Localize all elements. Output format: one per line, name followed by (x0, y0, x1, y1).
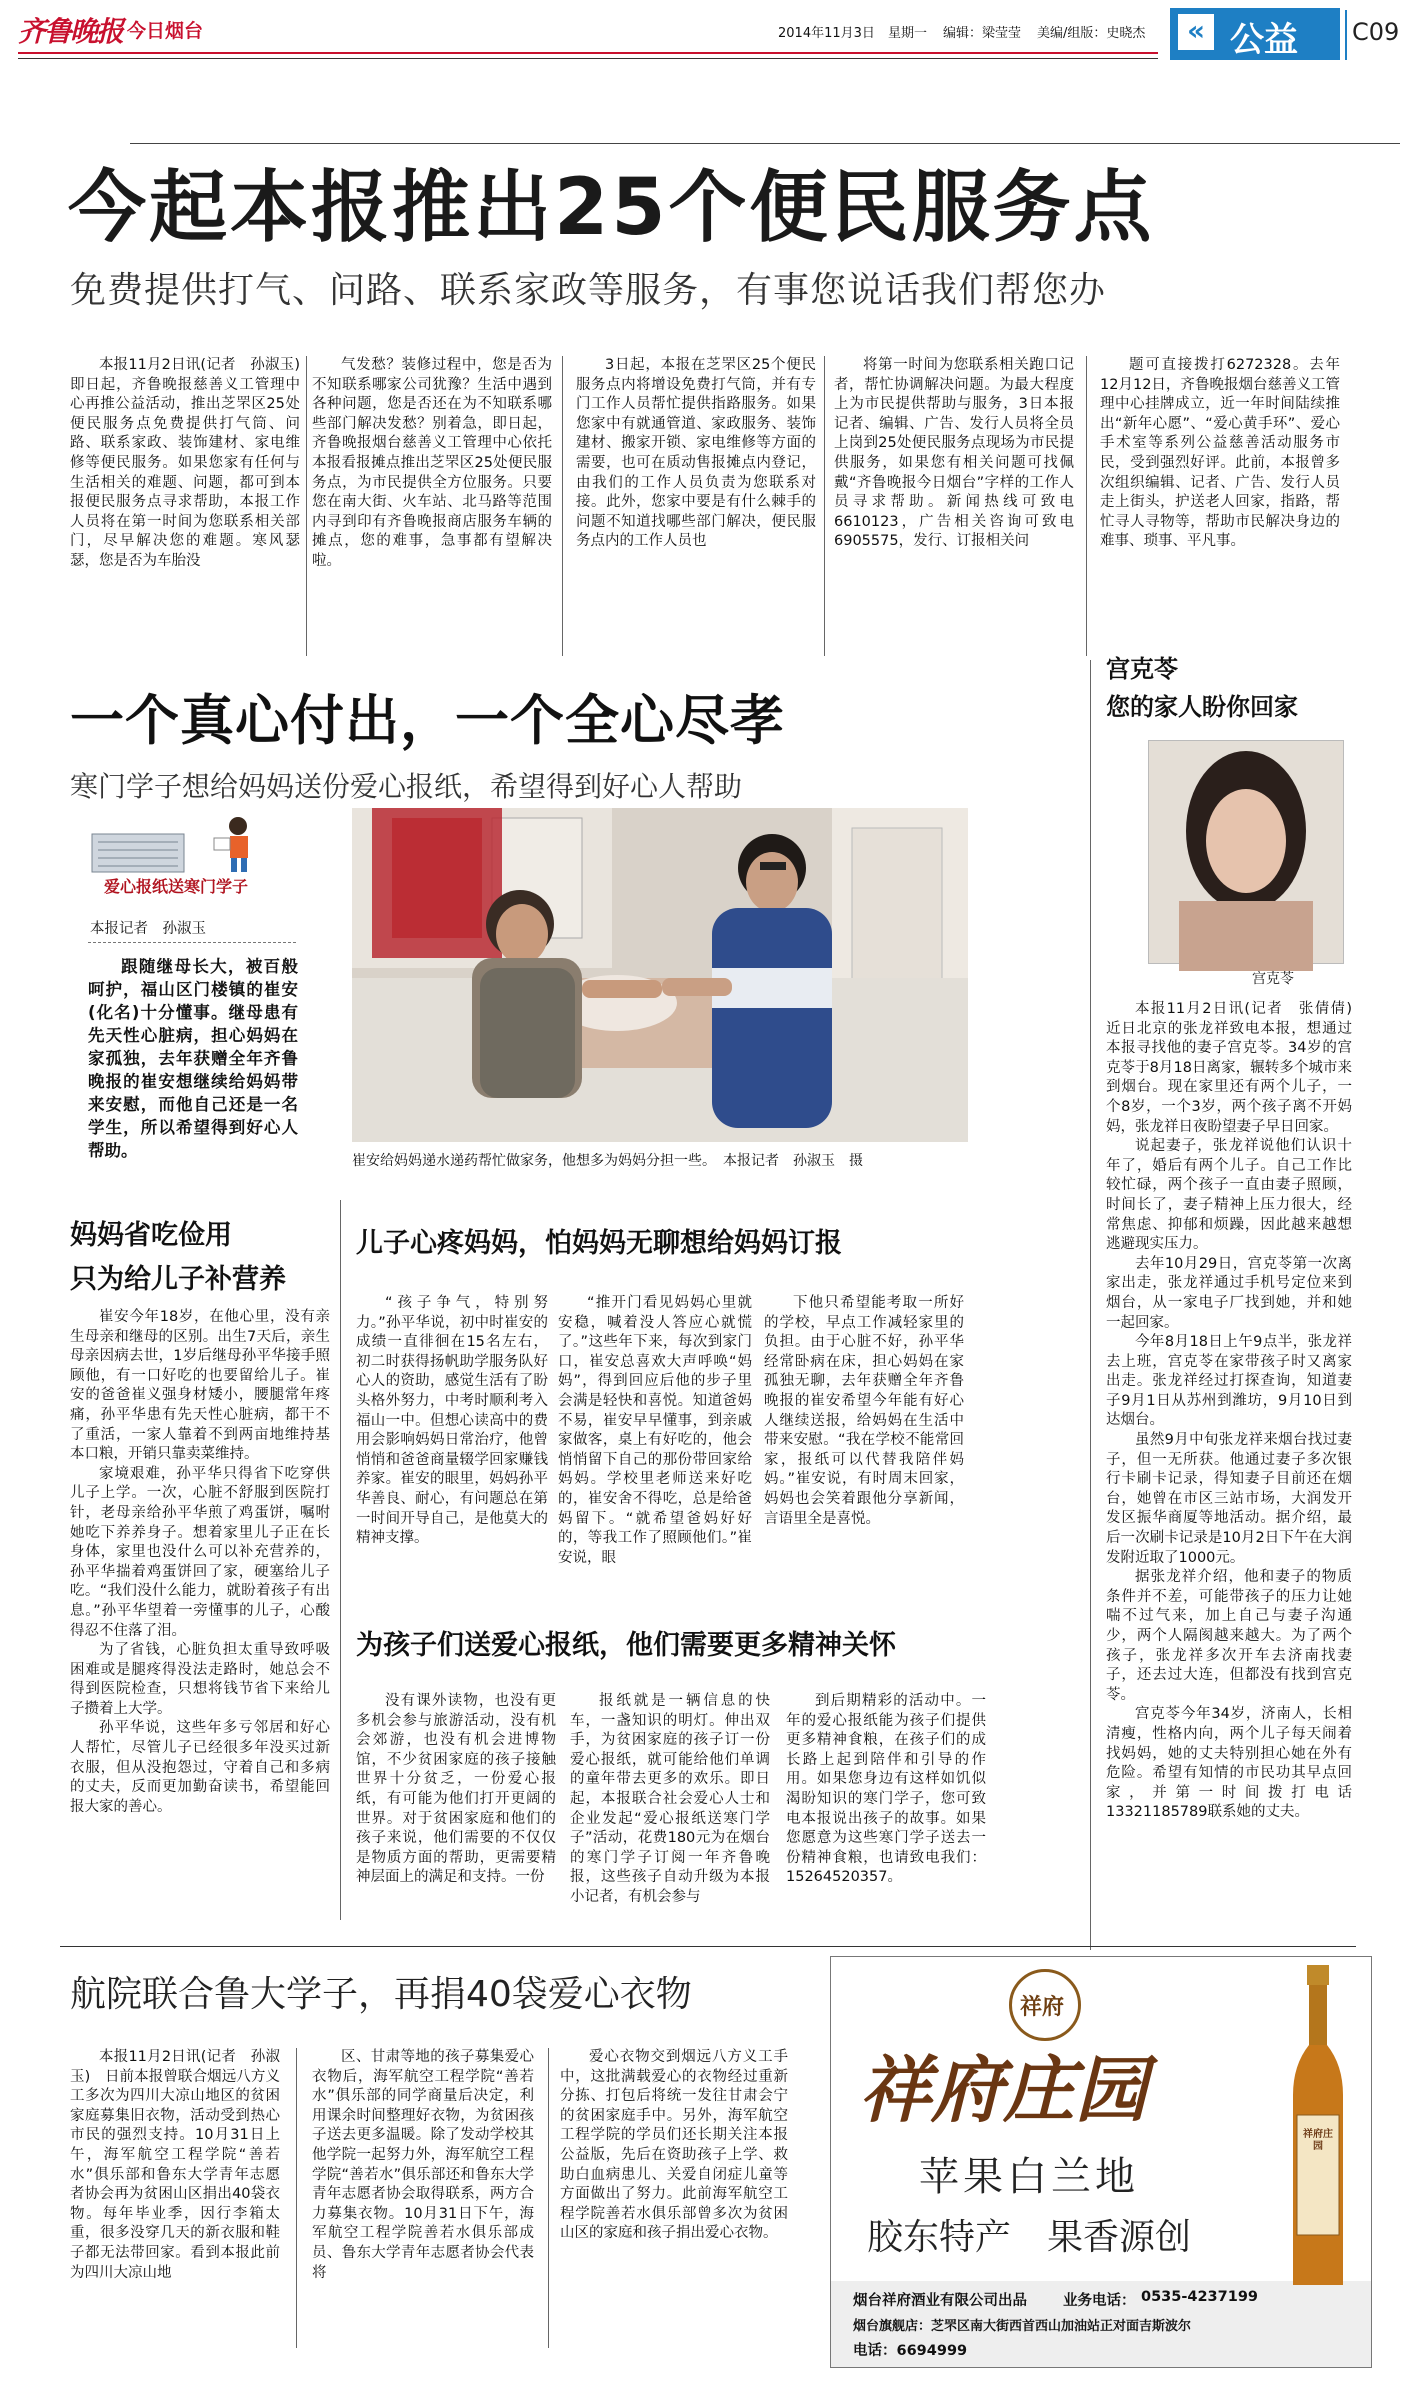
story2-intro (88, 955, 298, 1165)
paper-name: 齐鲁晚报 (18, 15, 123, 48)
mid-column2 (786, 1692, 986, 1922)
missing-text: 宫克苓今年34岁，济南人，长相清瘦，性格内向，两个儿子每天闹着找妈妈，她的丈夫特别担心她在外有危险。希望有知情的市民功其早点回家，并第一时间拨打电话13321185789联系她的丈夫。 (1106, 1706, 1352, 1821)
mid-column2 (356, 1692, 556, 1922)
mid-text2: 报纸就是一辆信息的快车，一盏知识的明灯。伸出双手，为贫困家庭的孩子订一份爱心报纸，就可能给他们单调的童年带去更多的欢乐。即日起，本报联合社会爱心人士和企业发起“爱心报纸送寒门学子”活动，花费180元为在烟台的寒门学子订阅一年齐鲁晚报，这些孩子自动升级为本报小记者，有机会参与 (570, 1693, 770, 1905)
masthead (0, 0, 1417, 70)
ad-badge-text: 祥府 (1020, 1995, 1065, 2020)
newspaper-girl-icon (88, 812, 276, 874)
lead-column (834, 356, 1074, 674)
bottle-label-text: 祥府庄园 (1303, 2129, 1333, 2152)
mid-text: “孩子争气，特别努力。”孙平华说，初中时崔安的成绩一直徘徊在15名左右，初二时获得扬帆助学服务队好心人的资助，感觉生活有了盼头格外努力，中考时顺利考入福山一中。但想心读高中的费用会影响妈妈日常治疗，他曾悄悄和爸爸商量辍学回家赚钱养家。崔安的眼里，妈妈孙平华善良、耐心，有问题总在第一时间开导自己，是他莫大的精神支撑。 (356, 1295, 548, 1547)
category-label: 公益 (1230, 20, 1298, 60)
mid-text: 下他只希望能考取一所好的学校，早点工作减轻家里的负担。由于心脏不好，孙平华经常卧病在床，担心妈妈在家孤独无聊，去年获赠全年齐鲁晚报的崔安希望今年能有好心人继续送报，给妈妈在生活中带来安慰。“我在学校不能常回家，报纸可以代替我陪伴妈妈。”崔安说，有时周末回家，妈妈也会笑着跟他分享新闻，言语里全是喜悦。 (764, 1295, 964, 1527)
intro-text: 跟随继母长大，被百般呵护，福山区门楼镇的崔安(化名)十分懂事。继母患有先天性心脏病，担心妈妈在家孤独，去年获赠全年齐鲁晚报的崔安想继续给妈妈带来安慰，而他自己还是一名学生，所以希望得到好心人帮助。 (88, 957, 298, 1160)
story2-headline: 一个真心付出，一个全心尽孝 (70, 689, 785, 752)
top-rule (130, 143, 1400, 144)
column-divider (548, 2048, 549, 2348)
ad-badge-logo (1009, 1969, 1081, 2041)
lead-text: 本报11月2日讯(记者 孙淑玉) 即日起，齐鲁晚报慈善义工管理中心再推公益活动，推出芝罘区25处便民服务点免费提供打气筒、问路、联系家政、装饰建材、家电维修等便民服务。如果您家有任何与生活相关的难题、问题，都可到本报便民服务点寻求帮助，本报工作人员将在第一时间为您联系相关部门，尽早解决您的难题。寒风瑟瑟，您是否为车胎没 (70, 357, 315, 569)
mid-heading2: 为孩子们送爱心报纸，他们需要更多精神关怀 (356, 1630, 896, 1661)
ad-store-phone[interactable]: 电话：6694999 (853, 2343, 968, 2359)
editor-credit: 编辑：梁莹莹 (943, 26, 1022, 41)
weekday: 星期一 (888, 26, 928, 41)
logo-label: 爱心报纸送寒门学子 (104, 877, 249, 896)
missing-name-heading: 宫克苓 (1106, 655, 1178, 683)
mid-column (558, 1294, 752, 1612)
section-divider (1090, 660, 1091, 1950)
side-text: 为了省钱，心脏负担太重导致呼吸困难或是腿疼得没法走路时，她总会不得到医院检查，只想将钱节省下来给儿子攒着上大学。 (70, 1642, 330, 1717)
ad-company: 烟台祥府酒业有限公司出品 (853, 2293, 1027, 2309)
lead-column (576, 356, 816, 674)
missing-photo (1148, 740, 1344, 964)
story3-column (70, 2048, 280, 2366)
missing-text: 说起妻子，张龙祥说他们认识十年了，婚后有两个儿子。自己工作比较忙碌，两个孩子一直由妻子照顾，时间长了，妻子精神上压力很大，经常焦虑、抑郁和烦躁，因此越来越想逃避现实压力。 (1106, 1138, 1352, 1253)
story3-headline: 航院联合鲁大学子，再捐40袋爱心衣物 (70, 1974, 692, 2015)
missing-text: 本报11月2日讯(记者 张倩倩) 近日北京的张龙祥致电本报，想通过本报寻找他的妻子宫克苓。34岁的宫克苓于8月18日离家，辗转多个城市来到烟台。现在家里还有两个儿子，一个8岁，一个3岁，两个孩子离不开妈妈，张龙祥日夜盼望妻子早日回家。 (1106, 1001, 1367, 1135)
mid-heading: 儿子心疼妈妈，怕妈妈无聊想给妈妈订报 (356, 1228, 842, 1259)
missing-photo-caption: 宫克苓 (1252, 971, 1294, 987)
photo-caption: 崔安给妈妈递水递药帮忙做家务，他想多为妈妈分担一些。 本报记者 孙淑玉 摄 (352, 1153, 863, 1169)
story2-logo (88, 812, 276, 898)
mid-column (356, 1294, 548, 1612)
divider (1345, 10, 1347, 60)
lead-text: 将第一时间为您联系相关跑口记者，帮忙协调解决问题。为最大程度上为市民提供帮助与服务，3日本报记者、编辑、广告、发行人员将全员上岗到25处便民服务点现场为市民提供服务，如果您有相关问题可找佩戴“齐鲁晚报今日烟台”字样的工作人员寻求帮助。新闻热线可致电6610123，广告相关咨询可致电6905575，发行、订报相关问 (834, 357, 1074, 550)
ad-phone-label: 业务电话： (1063, 2293, 1136, 2309)
mid-text2: 没有课外读物，也没有更多机会参与旅游活动，没有机会郊游，也没有机会进博物馆，不少贫困家庭的孩子接触世界十分贫乏，一份爱心报纸，有可能为他们打开更阔的世界。对于贫困家庭和他们的孩子来说，他们需要的不仅仅是物质方面的帮助，更需要精神层面上的满足和支持。一份 (356, 1693, 556, 1886)
lead-subhead: 免费提供打气、问路、联系家政等服务，有事您说话我们帮您办 (70, 270, 1107, 311)
portrait-photo (1149, 741, 1343, 963)
column-divider (296, 2048, 297, 2348)
page-number: C09 (1352, 18, 1400, 46)
side-text: 家境艰难，孙平华只得省下吃穿供儿子上学。一次，心脏不舒服到医院打针，老母亲给孙平华煎了鸡蛋饼，嘱咐她吃下养养身子。想着家里儿子正在长身体，家里也没什么可以补充营养的，孙平华揣着鸡蛋饼回了家，硬塞给儿子吃。“我们没什么能力，就盼着孩子有出息。”孙平华望着一旁懂事的儿子，心酸得忍不住落了泪。 (70, 1465, 330, 1639)
story3-column (312, 2048, 534, 2366)
story2-byline: 本报记者 孙淑玉 (90, 921, 206, 937)
chevron-left-icon: « (1178, 14, 1214, 50)
ad-product: 苹果白兰地 (919, 2154, 1139, 2200)
missing-text: 去年10月29日，宫克苓第一次离家出走，张龙祥通过手机号定位来到烟台，从一家电子厂找到她，并和她一起回家。 (1106, 1255, 1352, 1331)
lead-column (312, 356, 552, 674)
side-text: 崔安今年18岁，在他心里，没有亲生母亲和继母的区别。出生7天后，亲生母亲因病去世，1岁后继母孙平华接手照顾他，有一口好吃的也要留给儿子。崔安的爸爸崔义强身材矮小，腰腿常年疼痛，孙平华患有先天性心脏病，都干不了重活，一家人靠着不到两亩地维持基本口粮，开销只靠卖菜维持。 (70, 1309, 330, 1463)
story2-subhead: 寒门学子想给妈妈送份爱心报纸，希望得到好心人帮助 (70, 770, 743, 803)
story2-photo (352, 808, 968, 1142)
design-credit: 美编/组版：史晓杰 (1037, 26, 1146, 41)
lead-column (70, 356, 315, 674)
story3-column (560, 2048, 788, 2366)
story3-text: 爱心衣物交到烟远八方义工手中，这批满载爱心的衣物经过重新分拣、打包后将统一发往甘肃会宁的贫困家庭手中。另外，海军航空工程学院的学员们还长期关注本报公益版，先后在资助孩子上学、救助白血病患儿、关爱自闭症儿童等方面做出了努力。此前海军航空工程学院善若水俱乐部曾多次为贫困山区的家庭和孩子捐出爱心衣物。 (560, 2049, 788, 2242)
lead-text: 3日起，本报在芝罘区25个便民服务点内将增设免费打气筒，并有专门工作人员帮忙提供指路服务。如果您家中有就通管道、家政服务、装饰建材、搬家开锁、家电维修等方面的需要，也可在质动售报摊点内登记，由我们的工作人员负责为您联系对接。此外，您家中要是有什么棘手的问题不知道找哪些部门解决，便民服务点内的工作人员也 (576, 357, 816, 550)
ad-brand: 祥府庄园 (859, 2047, 1148, 2132)
missing-text: 虽然9月中旬张龙祥来烟台找过妻子，但一无所获。他通过妻子多次银行卡刷卡记录，得知妻子目前还在烟台，她曾在市区三站市场，大润发开发区振华商厦等地活动。据介绍，最后一次刷卡记录是10月2日下午在大润发附近取了1000元。 (1106, 1432, 1352, 1566)
missing-headline: 您的家人盼你回家 (1106, 693, 1298, 721)
ad-slogan: 胶东特产 果香源创 (867, 2217, 1192, 2258)
section-rule (60, 1946, 1356, 1947)
column-divider (340, 1200, 341, 1920)
column-divider (306, 356, 307, 656)
mid-text: “推开门看见妈妈心里就安稳，喊着没人答应心就慌了。”这些年下来，每次到家门口，崔安总喜欢大声呼唤“妈妈”，得到回应后他的步子里会满是轻快和喜悦。知道爸妈不易，崔安早早懂事，到亲戚家做客，桌上有好吃的，他会悄悄留下自己的那份带回家给妈妈。学校里老师送来好吃的，崔安舍不得吃，总是给爸妈留下。“就希望爸妈好好的，等我工作了照顾他们。”崔安说，眼 (558, 1295, 752, 1566)
side-heading-line: 妈妈省吃俭用 (70, 1220, 232, 1251)
story3-text: 区、甘肃等地的孩子募集爱心衣物后，海军航空工程学院“善若水”俱乐部的同学商量后决定，利用课余时间整理好衣物，为贫困孩子送去更多温暖。除了发动学校其他学院一起努力外，海军航空工程学院“善若水”俱乐部还和鲁东大学青年志愿者协会取得联系，两方合力募集衣物。10月31日下午，海军航空工程学院善若水俱乐部成员、鲁东大学青年志愿者协会代表将 (312, 2049, 534, 2281)
missing-text: 今年8月18日上午9点半，张龙祥去上班，宫克苓在家带孩子时又离家出走。张龙祥经过打探查询，知道妻子9月1日从苏州到潍坊，9月10日到达烟台。 (1106, 1334, 1352, 1429)
lead-text: 气发愁？装修过程中，您是否为不知联系哪家公司犹豫？生活中遇到各种问题，您是否还在为不知联系哪些部门解决发愁？别着急，即日起，齐鲁晚报烟台慈善义工管理中心依托本报看报摊点推出芝罘区25处便民服务点，为市民提供全方位服务。只要您在南大街、火车站、北马路等范围内寻到印有齐鲁晚报商店服务车辆的摊点，您的难事，急事都有望解决啦。 (312, 357, 552, 569)
missing-text: 据张龙祥介绍，他和妻子的物质条件并不差，可能带孩子的压力让她喘不过气来，加上自己与妻子沟通少，两个人隔阂越来越大。为了两个孩子，张龙祥多次开车去济南找妻子，还去过大连，但都没有找到宫克苓。 (1106, 1569, 1352, 1703)
side-column (70, 1308, 330, 1922)
ad-store: 烟台旗舰店：芝罘区南大街西首西山加油站正对面吉斯波尔 (853, 2319, 1192, 2334)
column-divider (1086, 356, 1087, 656)
masthead-rule (18, 52, 1158, 54)
mid-column (764, 1294, 964, 1612)
side-text: 孙平华说，这些年多亏邻居和好心人帮忙，尽管儿子已经很多年没买过新衣服，但从没抱怨过，守着自己和多病的丈夫，反而更加勤奋读书，希望能回报大家的善心。 (70, 1720, 330, 1815)
missing-column (1106, 1000, 1367, 1930)
mid-column2 (570, 1692, 770, 1922)
column-divider (824, 356, 825, 656)
byline-rule (88, 942, 296, 943)
ad-box[interactable] (830, 1956, 1372, 2368)
story3-text: 本报11月2日讯(记者 孙淑玉) 日前本报曾联合烟远八方义工多次为四川大凉山地区的贫困家庭募集旧衣物，活动受到热心市民的强烈支持。10月31日上午，海军航空工程学院“善若水”俱乐部和鲁东大学青年志愿者协会再为贫困山区捐出40袋衣物。每年毕业季，因行李箱太重，很多没穿几天的新衣服和鞋子都无法带回家。看到本报此前为四川大凉山地 (70, 2049, 280, 2281)
mid-text2: 到后期精彩的活动中。一年的爱心报纸能为孩子们提供更多精神食粮，在孩子们的成长路上起到陪伴和引导的作用。如果您身边有这样如饥似渴盼知识的寒门学子，您可致电本报说出孩子的故事。如果您愿意为这些寒门学子送去一份精神食粮，也请致电我们：15264520357。 (786, 1693, 986, 1886)
lead-column (1100, 356, 1340, 674)
lead-headline: 今起本报推出25个便民服务点 (68, 163, 1155, 253)
issue-date: 2014年11月3日 (778, 26, 875, 41)
side-heading (70, 1218, 330, 1298)
side-heading-line: 只为给儿子补营养 (70, 1264, 286, 1295)
ad-phone[interactable]: 0535-4237199 (1141, 2289, 1258, 2305)
mother-son-photo (352, 808, 968, 1142)
section-name: 今日烟台 (127, 20, 204, 42)
lead-text: 题可直接拨打6272328。去年12月12日，齐鲁晚报烟台慈善义工管理中心挂牌成立，近一年时间陆续推出“新年心愿”、“爱心黄手环”、爱心手术室等系列公益慈善活动服务市民，受到强烈好评。此前，本报曾多次组织编辑、记者、广告、发行人员走上街头，护送老人回家，指路，帮忙寻人寻物等，帮助市民解决身边的难事、琐事、平凡事。 (1100, 357, 1340, 550)
masthead-rule-thin (18, 58, 1158, 59)
column-divider (562, 356, 563, 656)
